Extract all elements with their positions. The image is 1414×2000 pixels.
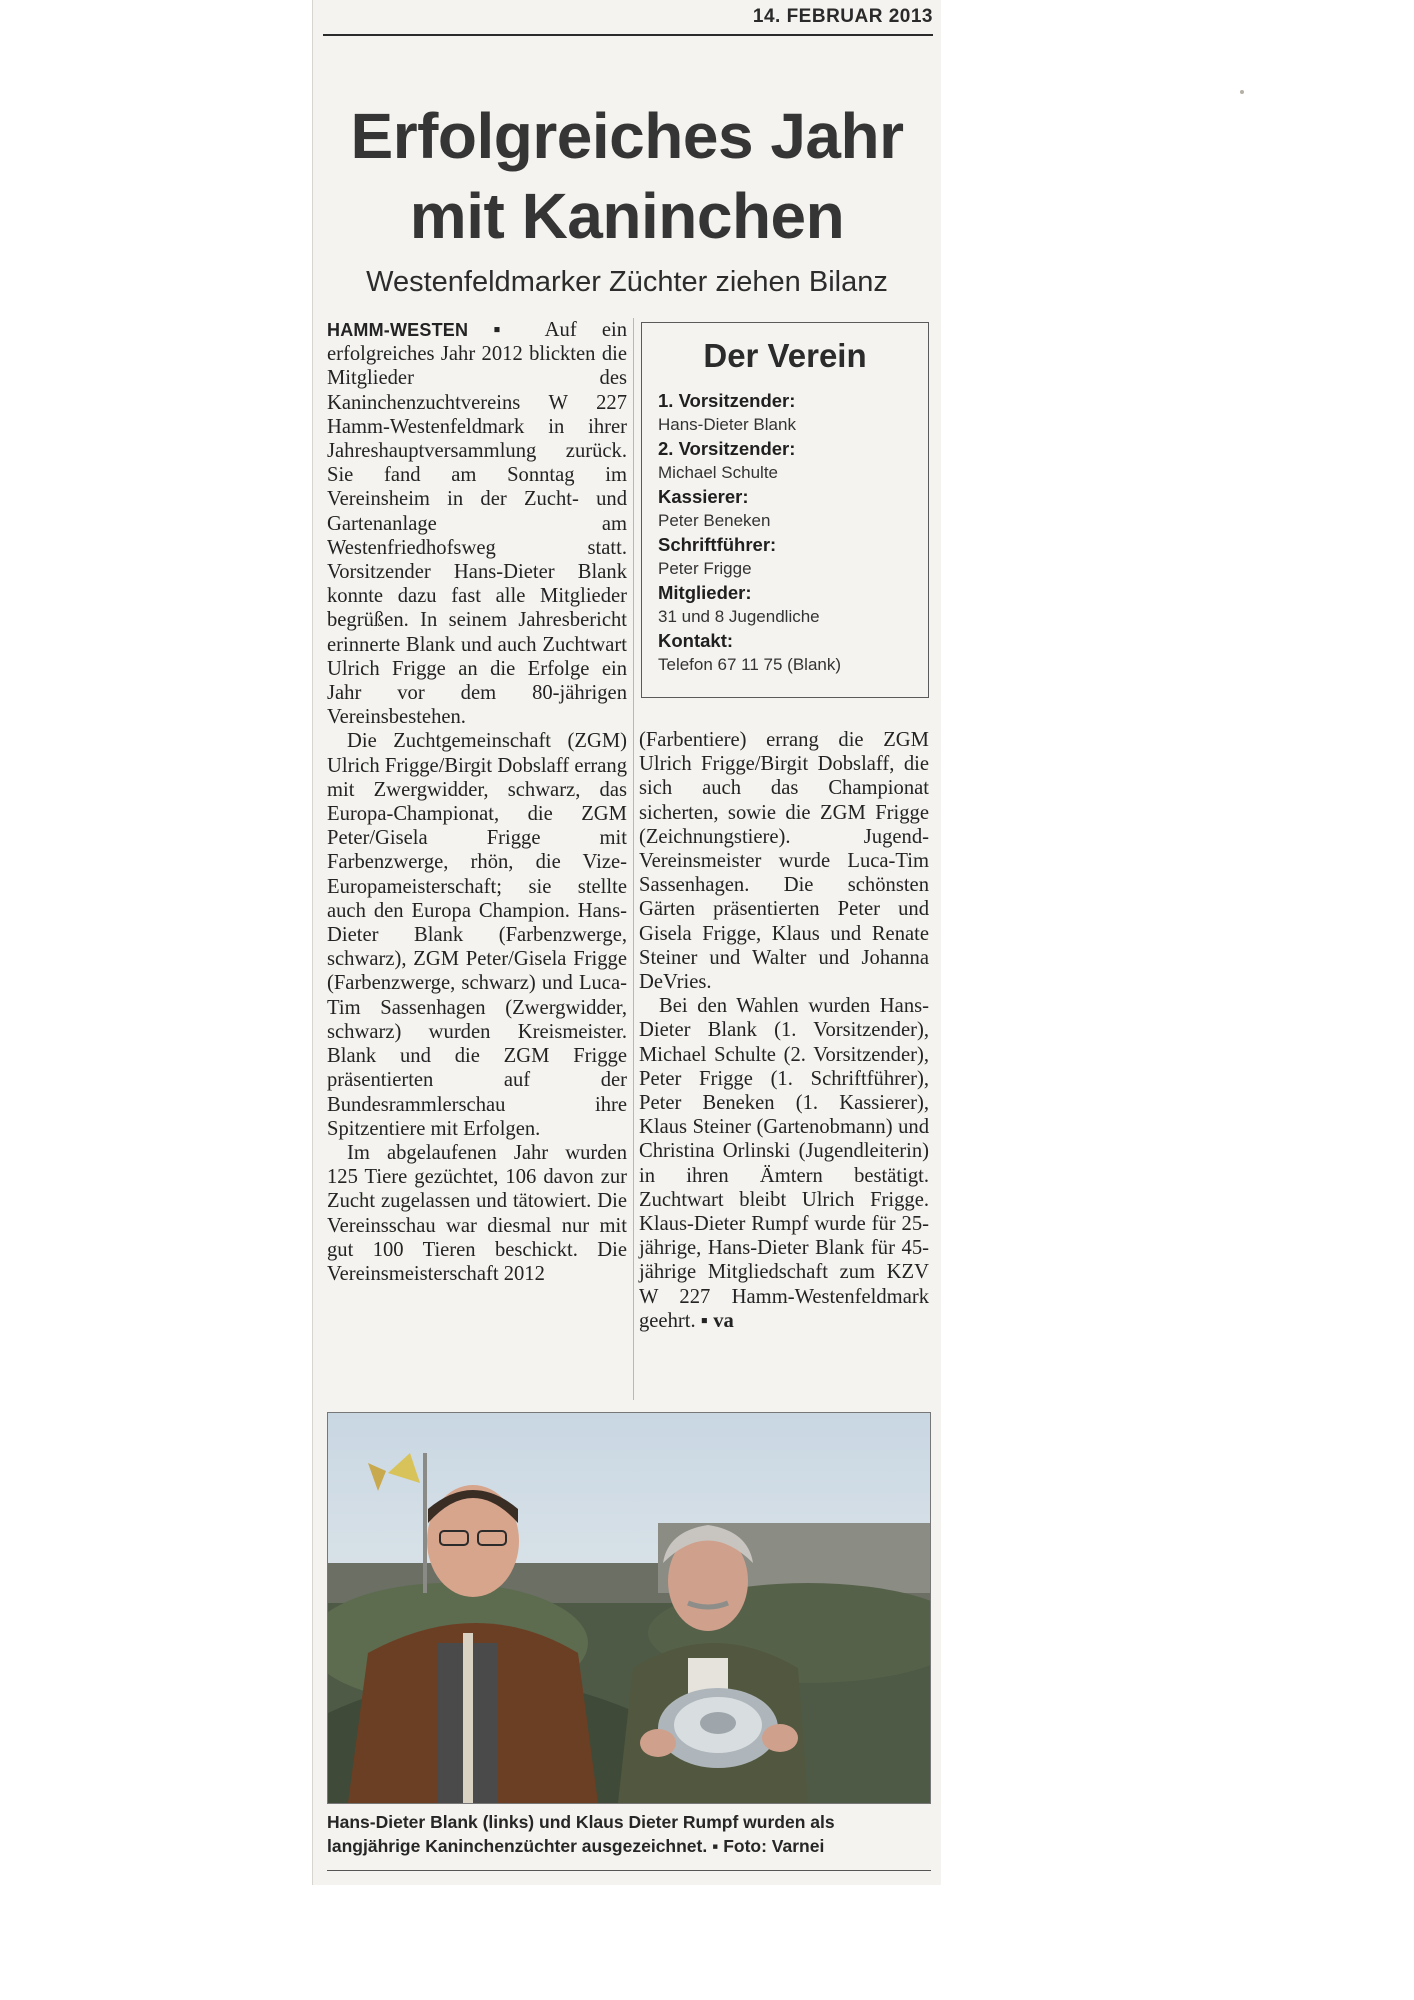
paragraph-text: Bei den Wahlen wurden Hans-Dieter Blank (1. Vorsitzender), Michael Schulte (2. Vorsitzender), Peter Frigge (1. Schriftführer), Peter Beneken (1. Kassierer), Klaus Steiner (Gartenobmann) und Christina Orlinski (Jugendleiterin) in ihren Ämtern bestätigt. Zuchtwart bleibt Ulrich Frigge. Klaus-Dieter Rumpf wurde für 25-jährige, Hans-Dieter Blank für 45-jährige Mitgliedschaft zum KZV W 227 Hamm-Westenfeldmark geehrt. bbox=[639, 995, 929, 1332]
paragraph-text: Auf ein erfolgreiches Jahr 2012 blickten die Mitglieder des Kaninchenzuchtvereins W 227 Hamm-Westenfeldmark in ihrer Jahreshauptversammlung zurück. Sie fand am Sonntag im Vereinsheim in der Zucht- und Gartenanlage am Westenfriedhofsweg statt. Vorsitzender Hans-Dieter Blank konnte dazu fast alle Mitglieder begrüßen. In seinem Jahresbericht erinnerte Blank und auch Zuchtwart Ulrich Frigge an die Erfolge ein Jahr vor dem 80-jährigen Vereinsbestehen. bbox=[327, 319, 627, 729]
info-value: 31 und 8 Jugendliche bbox=[658, 607, 820, 626]
info-label: Mitglieder: bbox=[658, 582, 752, 603]
info-value: Telefon 67 11 75 (Blank) bbox=[658, 655, 842, 674]
dateline: HAMM-WESTEN bbox=[327, 320, 469, 340]
info-box bbox=[641, 322, 929, 698]
headline bbox=[313, 96, 941, 256]
info-value: Michael Schulte bbox=[658, 463, 779, 482]
info-box-item bbox=[658, 581, 912, 629]
info-label: Kontakt: bbox=[658, 630, 734, 651]
info-box-title: Der Verein bbox=[703, 337, 867, 374]
caption-text: Hans-Dieter Blank (links) und Klaus Dieter Rumpf wurden als langjährige Kaninchenzüchter ausgezeichnet. bbox=[327, 1812, 835, 1856]
info-box-item bbox=[658, 389, 912, 437]
footer-rule bbox=[327, 1870, 931, 1871]
publication-date: 14. FEBRUAR 2013 bbox=[752, 6, 933, 27]
article-paragraph bbox=[639, 994, 929, 1333]
headline-line-1: Erfolgreiches Jahr bbox=[350, 100, 904, 172]
info-value: Peter Frigge bbox=[658, 559, 752, 578]
article-column-1 bbox=[327, 318, 627, 1286]
scan-speck bbox=[1240, 90, 1244, 94]
photo-caption bbox=[327, 1810, 927, 1858]
article-paragraph: (Farbentiere) errang die ZGM Ulrich Frigge/Birgit Dobslaff, die sich auch das Championat sicherten, sowie die ZGM Frigge (Zeichnungstiere). Jugend-Vereinsmeister wurde Luca-Tim Sassenhagen. Die schönsten Gärten präsentierten Peter und Gisela Frigge, Klaus und Renate Steiner und Walter und Johanna DeVries. bbox=[639, 729, 929, 994]
photo-credit: Foto: Varnei bbox=[723, 1836, 825, 1856]
subheadline: Westenfeldmarker Züchter ziehen Bilanz bbox=[366, 266, 888, 298]
bullet-icon: ▪ bbox=[700, 1309, 709, 1332]
bullet-icon: ▪ bbox=[493, 319, 521, 341]
info-value: Peter Beneken bbox=[658, 511, 771, 530]
newspaper-clipping bbox=[312, 0, 941, 1885]
bullet-icon: ▪ bbox=[712, 1836, 719, 1856]
info-box-item bbox=[658, 437, 912, 485]
photo-illustration bbox=[328, 1413, 930, 1803]
header-rule bbox=[323, 34, 933, 36]
article-photo bbox=[327, 1412, 931, 1804]
info-box-item bbox=[658, 485, 912, 533]
column-divider bbox=[633, 318, 634, 1400]
info-label: Schriftführer: bbox=[658, 534, 777, 555]
info-label: 2. Vorsitzender: bbox=[658, 438, 796, 459]
article-paragraph: Im abgelaufenen Jahr wurden 125 Tiere gezüchtet, 106 davon zur Zucht zugelassen und tätowiert. Die Vereinsschau war diesmal nur mit gut 100 Tieren beschickt. Die Vereinsmeisterschaft 2012 bbox=[327, 1141, 627, 1285]
article-column-2 bbox=[639, 728, 929, 1333]
info-box-item bbox=[658, 629, 912, 677]
article-paragraph bbox=[327, 318, 627, 729]
info-box-item bbox=[658, 533, 912, 581]
info-value: Hans-Dieter Blank bbox=[658, 415, 796, 434]
info-label: 1. Vorsitzender: bbox=[658, 390, 796, 411]
headline-line-2: mit Kaninchen bbox=[409, 180, 845, 252]
author-signoff: va bbox=[713, 1309, 734, 1332]
info-label: Kassierer: bbox=[658, 486, 749, 507]
article-paragraph: Die Zuchtgemeinschaft (ZGM) Ulrich Frigge/Birgit Dobslaff errang mit Zwergwidder, schwarz, das Europa-Championat, die ZGM Peter/Gisela Frigge mit Farbenzwerge, rhön, die Vize-Europameisterschaft; sie stellte auch den Europa Champion. Hans-Dieter Blank (Farbenzwerge, schwarz), ZGM Peter/Gisela Frigge (Farbenzwerge, schwarz) und Luca-Tim Sassenhagen (Zwergwidder, schwarz) wurden Kreismeister. Blank und die ZGM Frigge präsentierten auf der Bundesrammlerschau ihre Spitzentiere mit Erfolgen. bbox=[327, 730, 627, 1140]
